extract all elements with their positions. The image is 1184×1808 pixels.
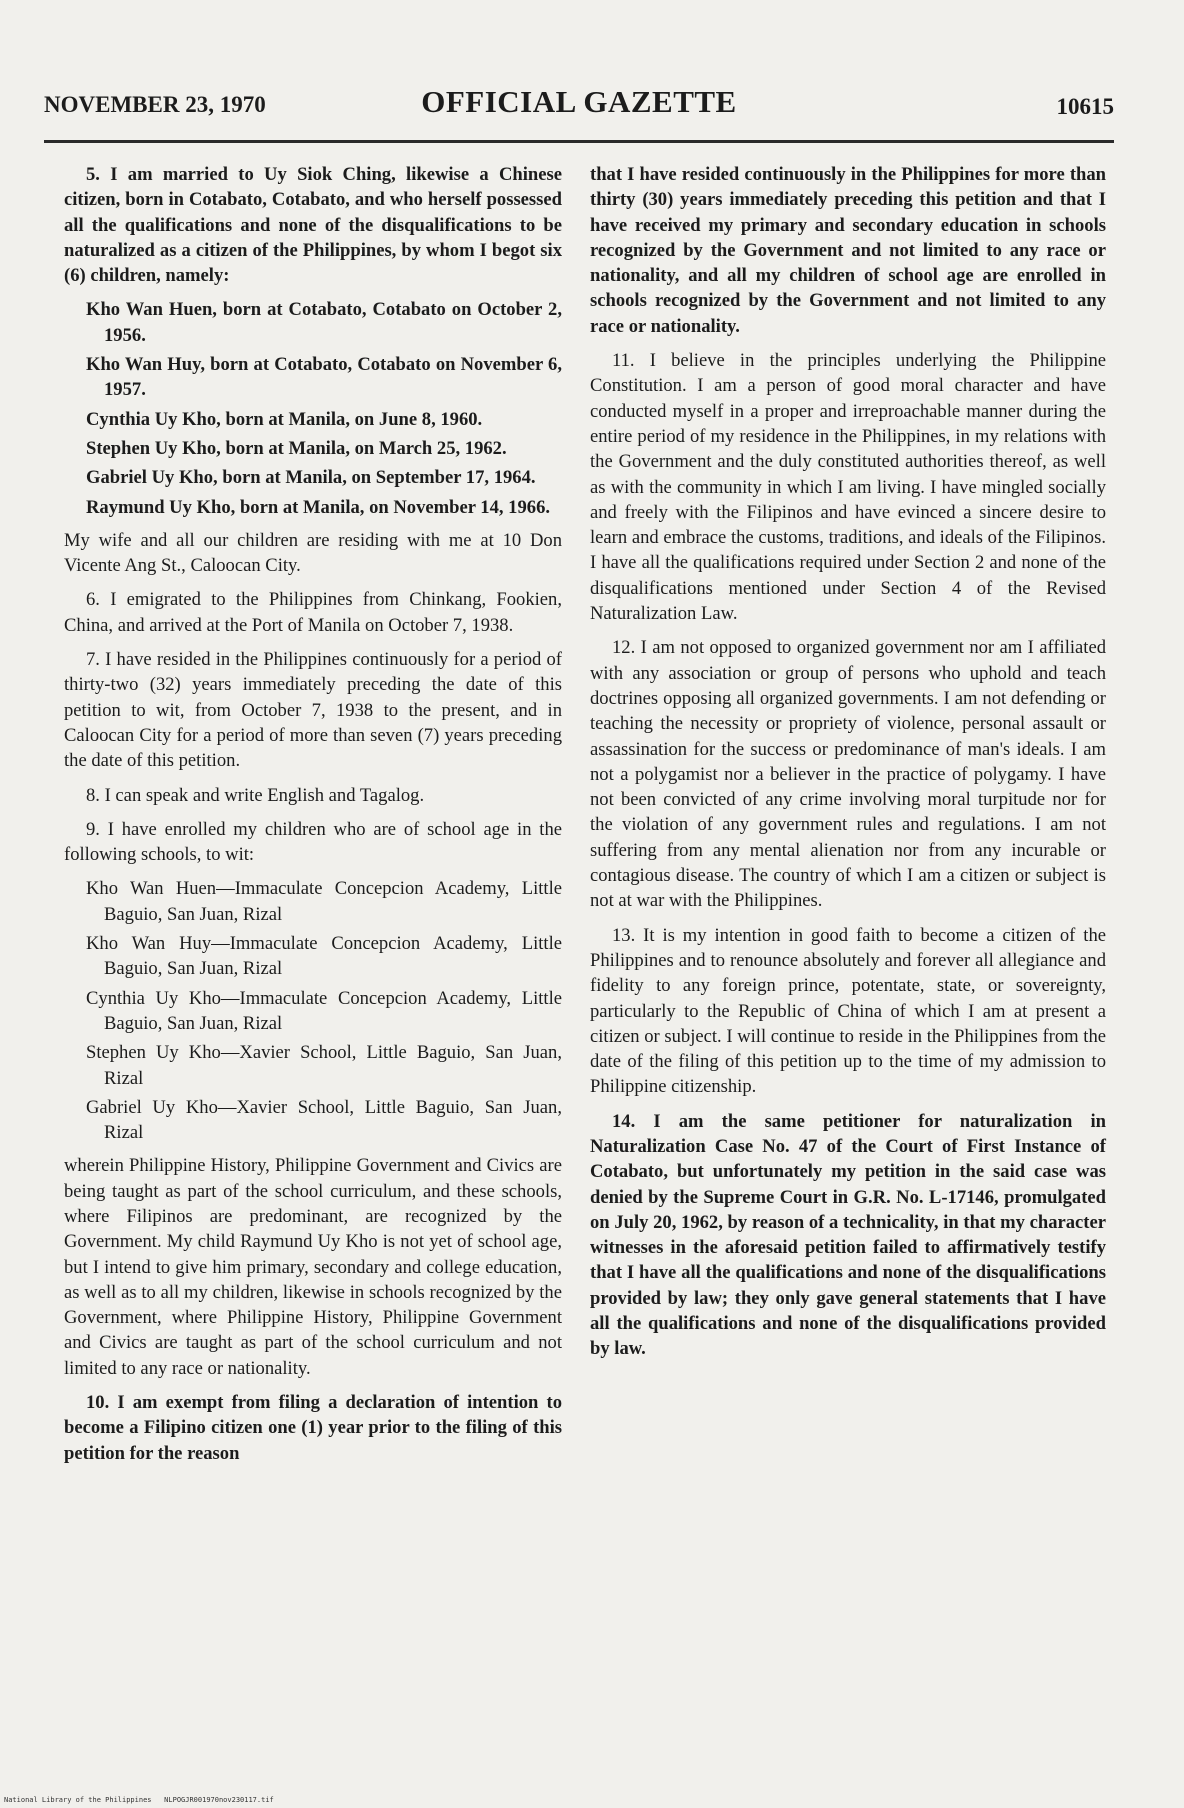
- paragraph-14: 14. I am the same petitioner for naturalization in Naturalization Case No. 47 of the Court of First Instance of Cotabato, but unfortunately my petition in the said case was denied by the Supreme Court in G.R. No. L-17146, promulgated on July 20, 1962, by reason of a technicality, in that my character witnesses in the aforesaid petition failed to affirmatively testify that I have all the qualifications and none of the disqualifications provided by law; they only gave general statements that I have all the qualifications and none of the disqualifications provided by law.: [590, 1110, 1106, 1360]
- issue-date: NOVEMBER 23, 1970: [44, 92, 266, 117]
- list-item: Stephen Uy Kho, born at Manila, on March 25, 1962.: [86, 437, 507, 459]
- schools-list: [86, 876, 562, 1145]
- children-list: [86, 297, 562, 519]
- wherein-paragraph: wherein Philippine History, Philippine Government and Civics are being taught as part of the school curriculum, and these schools, where Filipinos are predominant, are recognized by the Government. My child Raymund Uy Kho is not yet of school age, but I intend to give him primary, secondary and college education, as well as to all my children, likewise in schools recognized by the Government, where Philippine History, Philippine Government and Civics are taught as part of the school curriculum and not limited to any race or nationality.: [64, 1155, 562, 1379]
- left-column: [64, 162, 562, 1475]
- paragraph-11: 11. I believe in the principles underlying the Philippine Constitution. I am a person of good moral character and have conducted myself in a proper and irreproachable manner during the entire period of my residence in the Philippines, in my relations with the Government and the duly constituted authorities thereof, as well as with the community in which I am living. I have mingled socially and freely with the Filipinos and have evinced a sincere desire to learn and embrace the customs, traditions, and ideals of the Filipinos. I have all the qualifications required under Section 2 and none of the disqualifications mentioned under Section 4 of the Revised Naturalization Law.: [590, 350, 1106, 625]
- publication-title: OFFICIAL GAZETTE: [421, 84, 737, 119]
- list-item: Cynthia Uy Kho, born at Manila, on June 8, 1960.: [86, 408, 483, 430]
- paragraph-6: 6. I emigrated to the Philippines from Chinkang, Fookien, China, and arrived at the Port of Manila on October 7, 1938.: [64, 589, 562, 636]
- scan-source: National Library of the Philippines: [4, 1796, 152, 1804]
- list-item: Raymund Uy Kho, born at Manila, on November 14, 1966.: [86, 496, 551, 518]
- paragraph-7: 7. I have resided in the Philippines continuously for a period of thirty-two (32) years immediately preceding the date of this petition to wit, from October 7, 1938 to the present, and in Caloocan City for a period of more than seven (7) years preceding the date of this petition.: [64, 649, 562, 772]
- residence-paragraph: My wife and all our children are residing with me at 10 Don Vicente Ang St., Caloocan City.: [64, 529, 562, 577]
- paragraph-10-continued: that I have resided continuously in the Philippines for more than thirty (30) years immediately preceding this petition and that I have received my primary and secondary education in schools recognized by the Government and not limited to any race or nationality, and all my children of school age are enrolled in schools recognized by the Government and not limited to any race or nationality.: [590, 164, 1106, 337]
- scan-filename: NLPOGJR001970nov230117.tif: [164, 1796, 274, 1804]
- paragraph-8: 8. I can speak and write English and Tagalog.: [86, 784, 425, 806]
- right-column: [590, 162, 1106, 1371]
- list-item: Kho Wan Huy—Immaculate Concepcion Academy, Little Baguio, San Juan, Rizal: [86, 933, 562, 980]
- page-header: [44, 82, 1114, 132]
- list-item: Gabriel Uy Kho—Xavier School, Little Baguio, San Juan, Rizal: [86, 1096, 562, 1144]
- scan-footer: [4, 1796, 274, 1804]
- list-item: Stephen Uy Kho—Xavier School, Little Baguio, San Juan, Rizal: [86, 1042, 562, 1089]
- list-item: Kho Wan Huy, born at Cotabato, Cotabato on November 6, 1957.: [86, 354, 562, 401]
- list-item: Kho Wan Huen, born at Cotabato, Cotabato on October 2, 1956.: [86, 299, 562, 346]
- paragraph-9: 9. I have enrolled my children who are of school age in the following schools, to wit:: [64, 818, 562, 866]
- paragraph-13: 13. It is my intention in good faith to become a citizen of the Philippines and to renounce absolutely and forever all allegiance and fidelity to any foreign prince, potentate, state, or sovereignty, particularly to the Republic of China of which I am at present a citizen or subject. I will continue to reside in the Philippines from the date of the filing of this petition up to the time of my admission to Philippine citizenship.: [590, 924, 1106, 1098]
- page-number: 10615: [1056, 94, 1114, 119]
- list-item: Cynthia Uy Kho—Immaculate Concepcion Academy, Little Baguio, San Juan, Rizal: [86, 987, 562, 1034]
- list-item: Kho Wan Huen—Immaculate Concepcion Academy, Little Baguio, San Juan, Rizal: [86, 878, 562, 925]
- paragraph-10: 10. I am exempt from filing a declaration of intention to become a Filipino citizen one (1) year prior to the filing of this petition for the reason: [64, 1392, 562, 1464]
- paragraph-5: 5. I am married to Uy Siok Ching, likewise a Chinese citizen, born in Cotabato, Cotabato, and who herself possessed all the qualifications and none of the disqualifications to be naturalized as a citizen of the Philippines, by whom I begot six (6) children, namely:: [64, 164, 562, 287]
- list-item: Gabriel Uy Kho, born at Manila, on September 17, 1964.: [86, 467, 536, 489]
- header-rule: [44, 140, 1114, 143]
- paragraph-12: 12. I am not opposed to organized government nor am I affiliated with any association or group of persons who uphold and teach doctrines opposing all organized governments. I am not defending or teaching the necessity or propriety of violence, personal assault or assassination for the success or predominance of man's ideals. I am not a polygamist nor a believer in the practice of polygamy. I have not been convicted of any crime involving moral turpitude nor for the violation of any government rules and regulations. I am not suffering from any mental alienation nor from any incurable or contagious disease. The country of which I am a citizen or subject is not at war with the Philippines.: [590, 637, 1106, 912]
